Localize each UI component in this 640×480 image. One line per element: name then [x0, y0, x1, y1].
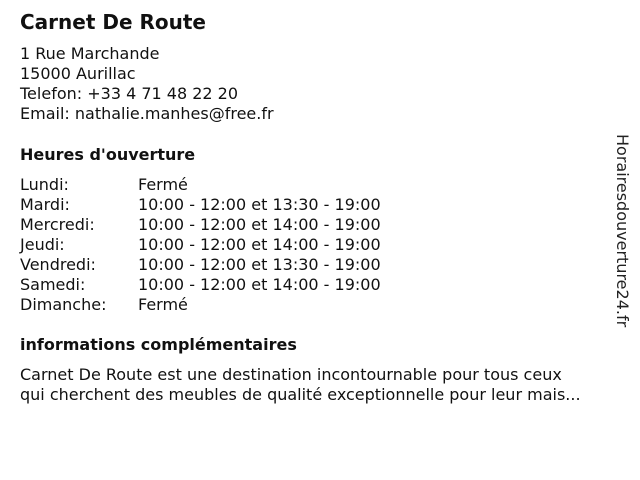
- description-line: qui cherchent des meubles de qualité exceptionnelle pour leur mais...: [20, 385, 581, 404]
- hours-row-friday: [20, 255, 381, 275]
- hours-time: 10:00 - 12:00 et 14:00 - 19:00: [138, 235, 381, 254]
- hours-day: Dimanche:: [20, 295, 107, 314]
- hours-time: 10:00 - 12:00 et 13:30 - 19:00: [138, 255, 381, 274]
- hours-row-tuesday: [20, 195, 381, 215]
- hours-day: Mardi:: [20, 195, 70, 214]
- address-block: [20, 44, 274, 124]
- hours-day: Samedi:: [20, 275, 86, 294]
- hours-time: Fermé: [138, 175, 188, 194]
- business-description: [20, 365, 620, 405]
- hours-time: 10:00 - 12:00 et 14:00 - 19:00: [138, 275, 381, 294]
- hours-row-saturday: [20, 275, 381, 295]
- description-line: Carnet De Route est une destination incontournable pour tous ceux: [20, 365, 562, 384]
- hours-day: Mercredi:: [20, 215, 95, 234]
- hours-time: 10:00 - 12:00 et 13:30 - 19:00: [138, 195, 381, 214]
- email-address: Email: nathalie.manhes@free.fr: [20, 104, 274, 123]
- hours-row-thursday: [20, 235, 381, 255]
- business-name: Carnet De Route: [20, 10, 206, 34]
- address-city: 15000 Aurillac: [20, 64, 136, 83]
- hours-row-monday: [20, 175, 381, 195]
- address-street: 1 Rue Marchande: [20, 44, 160, 63]
- hours-day: Jeudi:: [20, 235, 65, 254]
- hours-time: 10:00 - 12:00 et 14:00 - 19:00: [138, 215, 381, 234]
- hours-day: Vendredi:: [20, 255, 96, 274]
- phone-number: Telefon: +33 4 71 48 22 20: [20, 84, 239, 103]
- hours-day: Lundi:: [20, 175, 69, 194]
- hours-row-wednesday: [20, 215, 381, 235]
- additional-info-heading: informations complémentaires: [20, 335, 297, 354]
- opening-hours-heading: Heures d'ouverture: [20, 145, 196, 164]
- hours-row-sunday: [20, 295, 381, 315]
- opening-hours-table: [20, 175, 381, 315]
- hours-time: Fermé: [138, 295, 188, 314]
- site-watermark: Horairesdouverture24.fr: [613, 134, 632, 328]
